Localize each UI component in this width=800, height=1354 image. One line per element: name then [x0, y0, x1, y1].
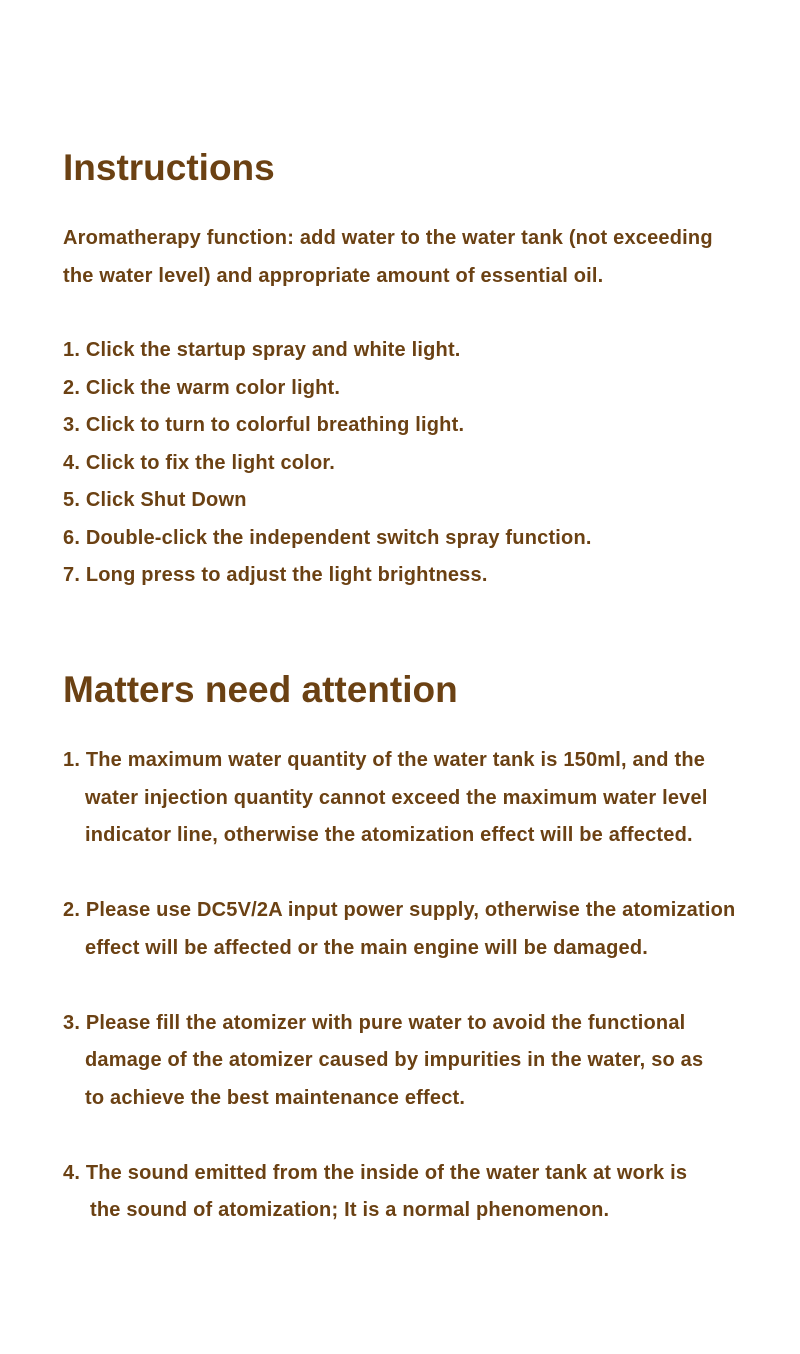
note-line: 3. Please fill the atomizer with pure water to avoid the functional: [63, 1011, 686, 1034]
note-line: effect will be affected or the main engine will be damaged.: [85, 936, 649, 959]
note-line: indicator line, otherwise the atomization effect will be affected.: [85, 824, 693, 846]
instruction-step: 4. Click to fix the light color.: [63, 451, 335, 474]
note-line: 1. The maximum water quantity of the water tank is 150ml, and the: [63, 749, 706, 771]
note-line: damage of the atomizer caused by impurities in the water, so as: [85, 1049, 704, 1071]
note-line: the sound of atomization; It is a normal phenomenon.: [90, 1199, 610, 1221]
attention-notes-list: [63, 742, 783, 1267]
note-line: to achieve the best maintenance effect.: [85, 1086, 466, 1109]
instruction-step: 7. Long press to adjust the light brightness.: [63, 564, 488, 586]
intro-line: the water level) and appropriate amount of essential oil.: [63, 264, 604, 287]
attention-note: [63, 1155, 783, 1230]
aromatherapy-intro: [63, 220, 783, 295]
instruction-step: 6. Double-click the independent switch spray function.: [63, 526, 592, 549]
note-line: 2. Please use DC5V/2A input power supply, otherwise the atomization: [63, 899, 736, 921]
attention-heading: Matters need attention: [63, 669, 458, 710]
attention-note: [63, 892, 783, 967]
intro-line: Aromatherapy function: add water to the water tank (not exceeding: [63, 227, 713, 249]
note-line: 4. The sound emitted from the inside of the water tank at work is: [63, 1161, 688, 1184]
note-line: water injection quantity cannot exceed the maximum water level: [85, 786, 708, 809]
attention-note: [63, 742, 783, 855]
instruction-steps-list: [63, 332, 592, 595]
attention-note: [63, 1005, 783, 1118]
instruction-step: 2. Click the warm color light.: [63, 376, 341, 399]
instruction-step: 1. Click the startup spray and white light.: [63, 339, 461, 361]
instruction-step: 3. Click to turn to colorful breathing light.: [63, 414, 465, 436]
instructions-heading: Instructions: [63, 147, 275, 188]
instruction-step: 5. Click Shut Down: [63, 489, 247, 511]
